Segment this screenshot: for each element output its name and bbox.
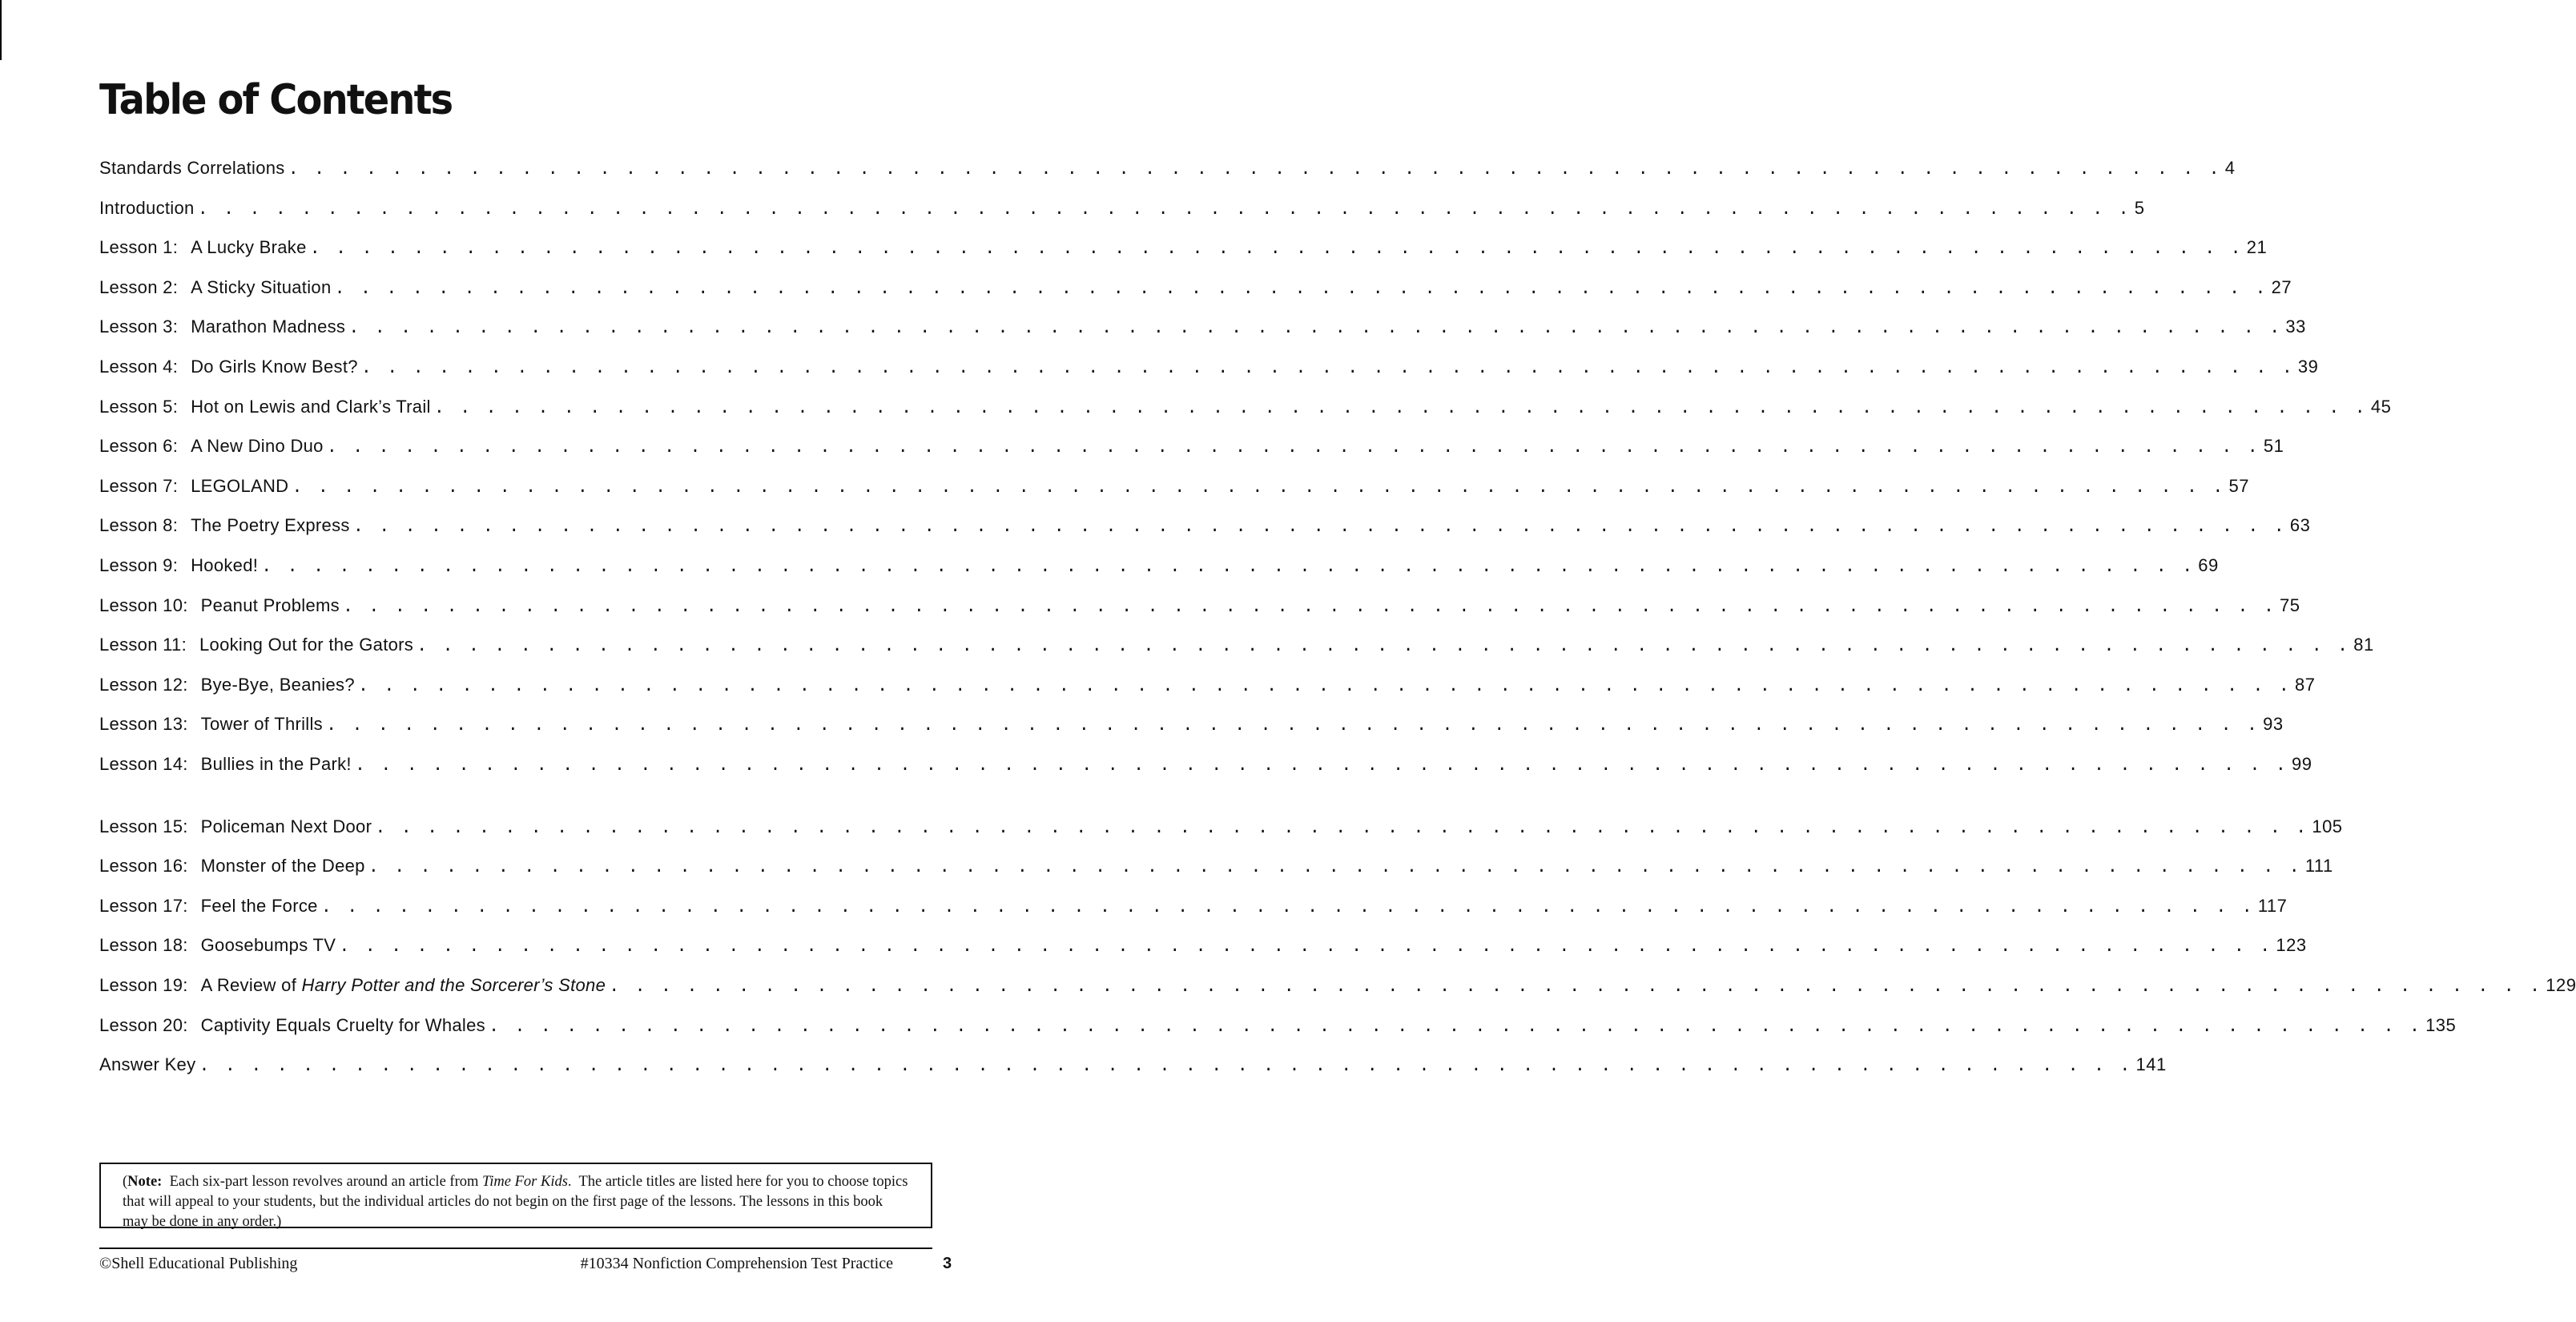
toc-lesson-title: A Sticky Situation (191, 276, 332, 297)
toc-lesson-number: Lesson 6: (99, 436, 179, 457)
toc-row (99, 515, 2311, 539)
toc-entry-title (99, 316, 345, 337)
toc-page-number: 87 (2294, 674, 2316, 695)
toc-page-number: 129 (2546, 975, 2576, 995)
toc-dot-leader: . . . . . . . . . . . . . . . . . . . . . . . . . . . . . . . . . . . . . . . . . . . . . . . . . . . . . . . . . . . . . . . . . . . . . . . . . . . (360, 358, 2295, 378)
toc-dot-leader: . . . . . . . . . . . . . . . . . . . . . . . . . . . . . . . . . . . . . . . . . . . . . . . . . . . . . . . . . . . . . . . . . . . . . . . . . . . (309, 239, 2244, 260)
toc-page-number: 51 (2263, 436, 2284, 457)
toc-row (99, 436, 2284, 460)
toc-page-number: 39 (2297, 357, 2319, 377)
toc-lesson-title: Policeman Next Door (200, 816, 372, 836)
toc-lesson-title: Introduction (99, 197, 195, 218)
note-text-2: . The article titles are listed here for you to choose topics that will appeal to your students, but the individual articles do not begin on the first page of the lessons. The lessons in this book may be done in any order.) (123, 1174, 912, 1230)
toc-dot-leader: . . . . . . . . . . . . . . . . . . . . . . . . . . . . . . . . . . . . . . . . . . . . . . . . . . . . . . . . . . . . . . . . . . . . . . . . . . . (357, 675, 2292, 696)
toc-dot-leader: . . . . . . . . . . . . . . . . . . . . . . . . . . . . . . . . . . . . . . . . . . . . . . . . . . . . . . . . . . . . . . . . . . . . . . . . . . . (334, 278, 2268, 299)
toc-lesson-title: Bye-Bye, Beanies? (200, 674, 355, 695)
toc-lesson-title: Peanut Problems (200, 594, 340, 615)
toc-lesson-number: Lesson 13: (99, 714, 188, 735)
toc-lesson-title: Monster of the Deep (200, 856, 365, 877)
toc-entry-title (99, 595, 340, 616)
toc-lesson-title: Standards Correlations (99, 158, 285, 178)
toc-entry-title (99, 1054, 195, 1075)
toc-row (99, 754, 2312, 778)
toc-entry-title (99, 198, 195, 219)
footer-publisher: ©Shell Educational Publishing (99, 1255, 298, 1272)
toc-page-number: 57 (2228, 475, 2249, 496)
toc-dot-leader: . . . . . . . . . . . . . . . . . . . . . . . . . . . . . . . . . . . . . . . . . . . . . . . . . . . . . . . . . . . . . . . . . . . . . . . . . . . (342, 596, 2277, 617)
note-publication: Time For Kids (482, 1174, 568, 1190)
toc-lesson-number: Lesson 8: (99, 515, 179, 536)
toc-page-number: 123 (2276, 935, 2307, 956)
toc-row (99, 396, 2392, 421)
toc-page-number: 63 (2289, 515, 2311, 536)
toc-row (99, 357, 2319, 381)
toc-row (99, 635, 2374, 659)
toc-lesson-title: Goosebumps TV (200, 935, 336, 956)
toc-entry-title (99, 1015, 485, 1036)
toc-row (99, 975, 2576, 999)
toc-page-number: 33 (2285, 316, 2306, 337)
toc-lesson-number: Lesson 18: (99, 935, 188, 956)
toc-lesson-title: Hooked! (191, 555, 259, 575)
toc-dot-leader: . . . . . . . . . . . . . . . . . . . . . . . . . . . . . . . . . . . . . . . . . . . . . . . . . . . . . . . . . . . . . . . . . . . . . . . . . . . (368, 857, 2302, 878)
toc-entry-title (99, 237, 307, 258)
toc-dot-leader: . . . . . . . . . . . . . . . . . . . . . . . . . . . . . . . . . . . . . . . . . . . . . . . . . . . . . . . . . . . . . . . . . . . . . . . . . . . (197, 199, 2131, 220)
toc-entry-title (99, 397, 431, 417)
toc-lesson-number: Lesson 5: (99, 396, 179, 417)
toc-lesson-title: LEGOLAND (191, 475, 289, 496)
toc-entry-title (99, 714, 323, 735)
toc-entry-title (99, 635, 413, 655)
toc-lesson-title: Captivity Equals Cruelty for Whales (200, 1014, 485, 1035)
toc-lesson-title: A Review of (200, 975, 302, 995)
toc-page-number: 135 (2425, 1014, 2457, 1035)
toc-page-number: 99 (2291, 754, 2312, 774)
toc-lesson-title: Tower of Thrills (200, 714, 323, 735)
toc-lesson-number: Lesson 10: (99, 594, 188, 615)
toc-entry-title (99, 896, 318, 917)
toc-lesson-title: Marathon Madness (191, 316, 346, 337)
crop-mark (0, 0, 2, 60)
toc-entry-title (99, 935, 336, 956)
toc-lesson-number: Lesson 1: (99, 237, 179, 258)
toc-lesson-number: Lesson 3: (99, 316, 179, 337)
toc-entry-title (99, 754, 352, 775)
note-text-1: Each six-part lesson revolves around an article from (162, 1174, 482, 1190)
toc-entry-title (99, 476, 288, 497)
toc-lesson-title: A New Dino Duo (191, 436, 324, 457)
toc-lesson-title: Answer Key (99, 1054, 196, 1075)
toc-dot-leader: . . . . . . . . . . . . . . . . . . . . . . . . . . . . . . . . . . . . . . . . . . . . . . . . . . . . . . . . . . . . . . . . . . . . . . . . . . . (354, 756, 2288, 776)
toc-lesson-title: Hot on Lewis and Clark’s Trail (191, 396, 431, 417)
toc-entry-title (99, 816, 372, 837)
toc-lesson-title: Bullies in the Park! (200, 754, 352, 774)
toc-lesson-title: A Lucky Brake (191, 237, 307, 258)
toc-page-number: 69 (2198, 555, 2219, 575)
toc-dot-leader: . . . . . . . . . . . . . . . . . . . . . . . . . . . . . . . . . . . . . . . . . . . . . . . . . . . . . . . . . . . . . . . . . . . . . . . . . . . (320, 897, 2255, 917)
toc-page-number: 111 (2304, 856, 2333, 877)
note-label: Note: (127, 1174, 163, 1190)
toc-dot-leader: . . . . . . . . . . . . . . . . . . . . . . . . . . . . . . . . . . . . . . . . . . . . . . . . . . . . . . . . . . . . . . . . . . . . . . . . . . . (261, 557, 2196, 577)
toc-lesson-number: Lesson 7: (99, 475, 179, 496)
toc-page-number: 117 (2257, 895, 2288, 916)
toc-row (99, 1014, 2457, 1039)
toc-dot-leader: . . . . . . . . . . . . . . . . . . . . . . . . . . . . . . . . . . . . . . . . . . . . . . . . . . . . . . . . . . . . . . . . . . . . . . . . . . . (433, 397, 2368, 418)
toc-entry-title (99, 856, 365, 877)
toc-row (99, 816, 2343, 840)
toc-page-number: 5 (2134, 197, 2145, 218)
toc-entry-title (99, 515, 350, 536)
toc-entry-title (99, 555, 258, 576)
toc-page-number: 81 (2353, 635, 2374, 655)
toc-row (99, 1054, 2167, 1078)
toc-lesson-title: The Poetry Express (191, 515, 350, 536)
toc-lesson-number: Lesson 4: (99, 357, 179, 377)
toc-row (99, 316, 2306, 341)
footer-rule (99, 1247, 932, 1249)
page-number: 3 (943, 1255, 952, 1272)
toc-entry-title (99, 975, 606, 996)
toc-page-number: 45 (2370, 396, 2392, 417)
toc-dot-leader: . . . . . . . . . . . . . . . . . . . . . . . . . . . . . . . . . . . . . . . . . . . . . . . . . . . . . . . . . . . . . . . . . . . . . . . . . . . (375, 817, 2309, 838)
toc-lesson-number: Lesson 12: (99, 674, 188, 695)
toc-page-number: 4 (2224, 158, 2236, 178)
toc-dot-leader: . . . . . . . . . . . . . . . . . . . . . . . . . . . . . . . . . . . . . . . . . . . . . . . . . . . . . . . . . . . . . . . . . . . . . . . . . . . (326, 437, 2260, 458)
toc-dot-leader: . . . . . . . . . . . . . . . . . . . . . . . . . . . . . . . . . . . . . . . . . . . . . . . . . . . . . . . . . . . . . . . . . . . . . . . . . . . (292, 477, 2226, 498)
toc-dot-leader: . . . . . . . . . . . . . . . . . . . . . . . . . . . . . . . . . . . . . . . . . . . . . . . . . . . . . . . . . . . . . . . . . . . . . . . . . . . (417, 636, 2351, 657)
toc-row (99, 594, 2300, 619)
toc-entry-title (99, 158, 285, 179)
toc-lesson-number: Lesson 16: (99, 856, 188, 877)
page-title: Table of Contents (99, 76, 453, 124)
toc-row (99, 158, 2236, 182)
toc-page-number: 21 (2246, 237, 2268, 258)
toc-lesson-number: Lesson 9: (99, 555, 179, 575)
toc-entry-title (99, 357, 358, 377)
toc-page-number: 93 (2263, 714, 2284, 735)
toc-row (99, 895, 2288, 920)
footer-book-title: #10334 Nonfiction Comprehension Test Practice (580, 1255, 893, 1272)
toc-lesson-number: Lesson 11: (99, 635, 187, 655)
toc-dot-leader: . . . . . . . . . . . . . . . . . . . . . . . . . . . . . . . . . . . . . . . . . . . . . . . . . . . . . . . . . . . . . . . . . . . . . . . . . . . (288, 159, 2222, 179)
toc-dot-leader: . . . . . . . . . . . . . . . . . . . . . . . . . . . . . . . . . . . . . . . . . . . . . . . . . . . . . . . . . . . . . . . . . . . . . . . . . . . (609, 977, 2543, 997)
toc-lesson-title: Looking Out for the Gators (199, 635, 414, 655)
toc-lesson-number: Lesson 20: (99, 1014, 188, 1035)
toc-page-number: 105 (2312, 816, 2343, 836)
toc-dot-leader: . . . . . . . . . . . . . . . . . . . . . . . . . . . . . . . . . . . . . . . . . . . . . . . . . . . . . . . . . . . . . . . . . . . . . . . . . . . (352, 517, 2287, 538)
toc-dot-leader: . . . . . . . . . . . . . . . . . . . . . . . . . . . . . . . . . . . . . . . . . . . . . . . . . . . . . . . . . . . . . . . . . . . . . . . . . . . (325, 715, 2260, 736)
toc-page-number: 75 (2280, 594, 2300, 615)
toc-row (99, 856, 2333, 880)
note-box (99, 1163, 932, 1228)
note-open: ( (123, 1174, 128, 1190)
toc-lesson-title: Do Girls Know Best? (191, 357, 358, 377)
toc-dot-leader: . . . . . . . . . . . . . . . . . . . . . . . . . . . . . . . . . . . . . . . . . . . . . . . . . . . . . . . . . . . . . . . . . . . . . . . . . . . (199, 1056, 2133, 1077)
toc-entry-title (99, 436, 324, 457)
toc-row (99, 555, 2219, 579)
toc-entry-title (99, 277, 331, 298)
toc-dot-leader: . . . . . . . . . . . . . . . . . . . . . . . . . . . . . . . . . . . . . . . . . . . . . . . . . . . . . . . . . . . . . . . . . . . . . . . . . . . (488, 1016, 2423, 1037)
toc-dot-leader: . . . . . . . . . . . . . . . . . . . . . . . . . . . . . . . . . . . . . . . . . . . . . . . . . . . . . . . . . . . . . . . . . . . . . . . . . . . (348, 318, 2283, 339)
toc-entry-title (99, 675, 355, 695)
toc-row (99, 714, 2284, 738)
toc-row (99, 276, 2292, 301)
toc-dot-leader: . . . . . . . . . . . . . . . . . . . . . . . . . . . . . . . . . . . . . . . . . . . . . . . . . . . . . . . . . . . . . . . . . . . . . . . . . . . (339, 937, 2273, 957)
toc-row (99, 197, 2145, 222)
toc-lesson-number: Lesson 14: (99, 754, 188, 774)
toc-lesson-title-italic: Harry Potter and the Sorcerer’s Stone (301, 975, 606, 995)
toc-lesson-number: Lesson 2: (99, 276, 179, 297)
toc-row (99, 237, 2268, 261)
toc-page-number: 141 (2135, 1054, 2167, 1075)
toc-page-number: 27 (2271, 276, 2292, 297)
toc-row (99, 935, 2307, 959)
toc-row (99, 475, 2249, 500)
toc-lesson-number: Lesson 15: (99, 816, 188, 836)
toc-lesson-number: Lesson 19: (99, 975, 188, 995)
toc-lesson-number: Lesson 17: (99, 895, 188, 916)
toc-row (99, 674, 2316, 699)
toc-lesson-title: Feel the Force (200, 895, 318, 916)
